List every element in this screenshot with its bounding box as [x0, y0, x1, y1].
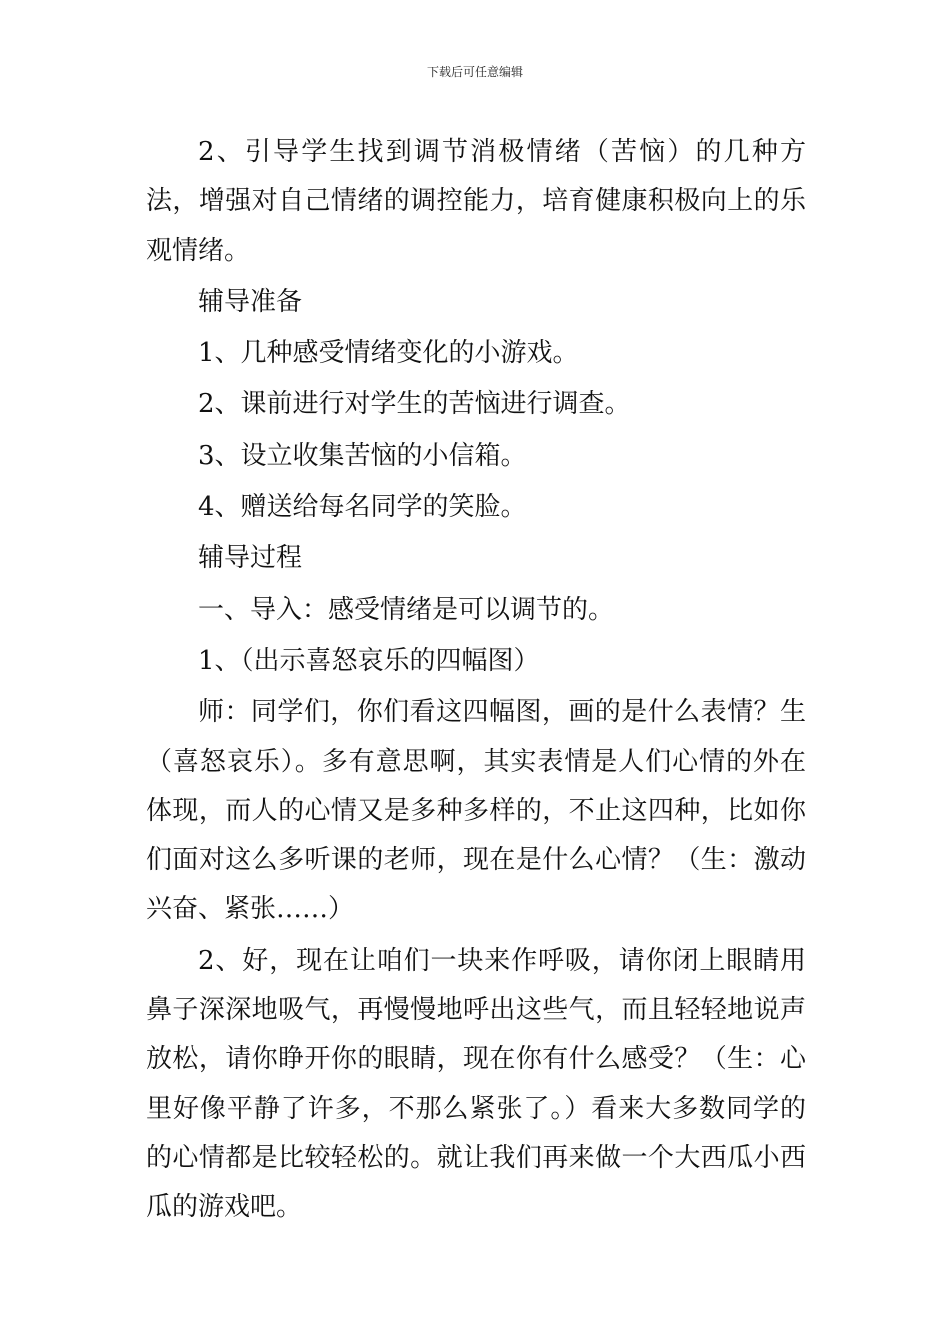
heading-preparation: 辅导准备 — [198, 286, 303, 317]
document-body — [146, 128, 806, 1235]
paragraph-prep-4: 4、赠送给每名同学的笑脸。 — [198, 492, 527, 523]
paragraph-intro: 一、导入：感受情绪是可以调节的。 — [198, 594, 615, 625]
paragraph-prep-1: 1、几种感受情绪变化的小游戏。 — [198, 338, 579, 369]
paragraph-prep-3: 3、设立收集苦恼的小信箱。 — [198, 440, 527, 471]
page-header-note: 下载后可任意编辑 — [426, 65, 523, 79]
paragraph-objective-2: 2、引导学生找到调节消极情绪（苦恼）的几种方法，增强对自己情绪的调控能力，培育健康积极向上的乐观情绪。 — [146, 137, 806, 266]
paragraph-teacher-dialogue: 师：同学们，你们看这四幅图，画的是什么表情？生（喜怒哀乐）。多有意思啊，其实表情是人们心情的外在体现，而人的心情又是多种多样的，不止这四种，比如你们面对这么多听课的老师，现在是什么心情？（生：激动兴奋、紧张……） — [146, 697, 806, 925]
paragraph-prep-2: 2、课前进行对学生的苦恼进行调查。 — [198, 389, 631, 420]
paragraph-step-2: 2、好，现在让咱们一块来作呼吸，请你闭上眼睛用鼻子深深地吸气，再慢慢地呼出这些气，而且轻轻地说声放松，请你睁开你的眼睛，现在你有什么感受？（生：心里好像平静了许多，不那么紧张了。）看来大多数同学的的心情都是比较轻松的。就让我们再来做一个大西瓜小西瓜的游戏吧。 — [146, 945, 806, 1223]
paragraph-step-1: 1、（出示喜怒哀乐的四幅图） — [198, 645, 540, 676]
heading-process: 辅导过程 — [198, 543, 303, 574]
